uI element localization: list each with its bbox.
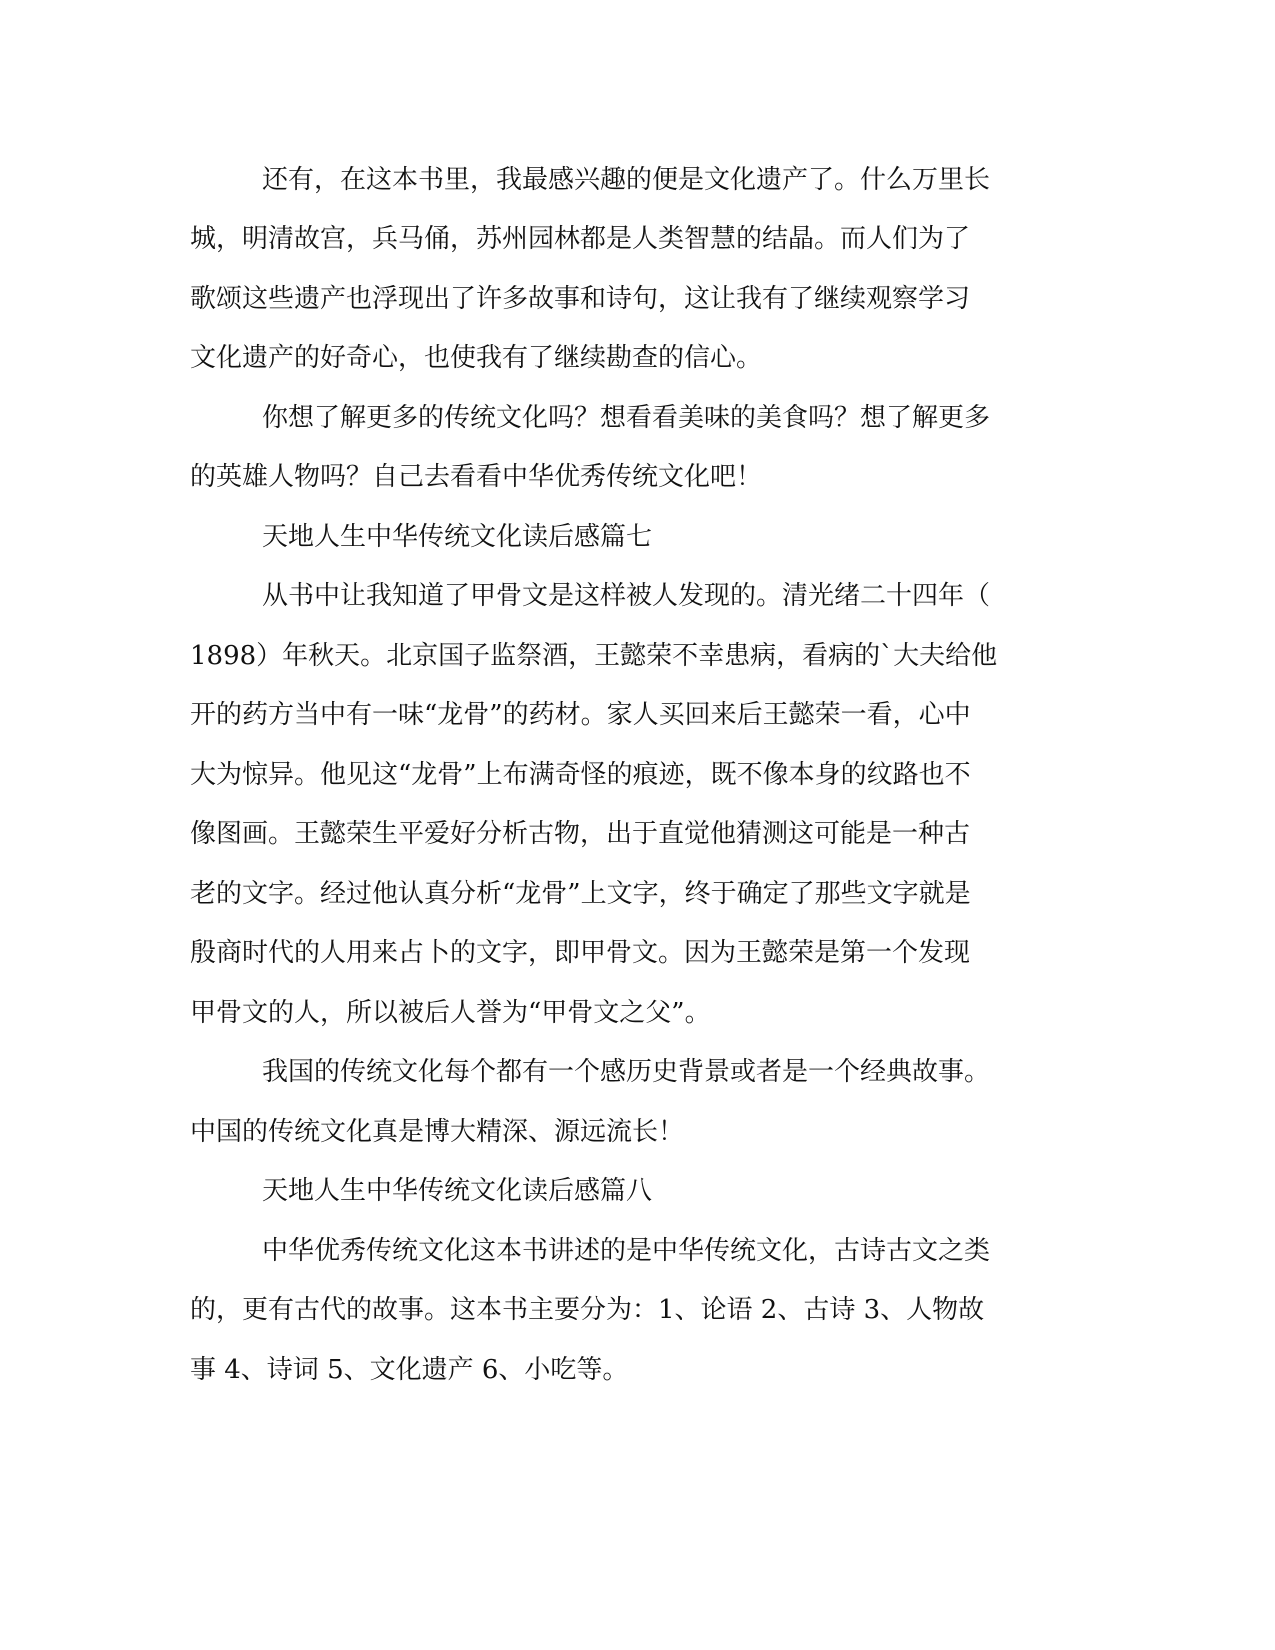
line-text: 开的药方当中有一味“龙骨”的药材。家人买回来后王懿荣一看，心中 (190, 700, 971, 730)
line-text: 中华优秀传统文化这本书讲述的是中华传统文化，古诗古文之类 (262, 1236, 991, 1266)
paragraph-line (0, 219, 1275, 259)
line-text: 事 4、诗词 5、文化遗产 6、小吃等。 (190, 1355, 629, 1385)
paragraph-line (0, 695, 1275, 735)
line-text: 你想了解更多的传统文化吗？想看看美味的美食吗？想了解更多 (262, 403, 991, 433)
section-heading (0, 1171, 1275, 1211)
paragraph-line (0, 814, 1275, 854)
paragraph-line (0, 576, 1275, 616)
line-text: 歌颂这些遗产也浮现出了许多故事和诗句，这让我有了继续观察学习 (190, 284, 971, 314)
paragraph-line (0, 636, 1275, 676)
line-text: 1898）年秋天。北京国子监祭酒，王懿荣不幸患病，看病的`大夫给他 (190, 641, 998, 671)
section-heading (0, 517, 1275, 557)
heading-text: 天地人生中华传统文化读后感篇八 (262, 1176, 653, 1206)
line-text: 文化遗产的好奇心，也使我有了继续勘查的信心。 (190, 343, 763, 373)
line-text: 我国的传统文化每个都有一个感历史背景或者是一个经典故事。 (262, 1057, 991, 1087)
line-text: 老的文字。经过他认真分析“龙骨”上文字，终于确定了那些文字就是 (190, 879, 971, 909)
line-text: 的英雄人物吗？自己去看看中华优秀传统文化吧！ (190, 462, 763, 492)
heading-text: 天地人生中华传统文化读后感篇七 (262, 522, 653, 552)
paragraph-line (0, 755, 1275, 795)
paragraph-line (0, 1052, 1275, 1092)
paragraph-line (0, 398, 1275, 438)
line-text: 大为惊异。他见这“龙骨”上布满奇怪的痕迹，既不像本身的纹路也不 (190, 760, 971, 790)
line-text: 城，明清故宫，兵马俑，苏州园林都是人类智慧的结晶。而人们为了 (190, 224, 971, 254)
line-text: 从书中让我知道了甲骨文是这样被人发现的。清光绪二十四年（ (262, 581, 991, 611)
paragraph-line (0, 993, 1275, 1033)
line-text: 殷商时代的人用来占卜的文字，即甲骨文。因为王懿荣是第一个发现 (190, 938, 971, 968)
line-text: 还有，在这本书里，我最感兴趣的便是文化遗产了。什么万里长 (262, 165, 991, 195)
paragraph-line (0, 874, 1275, 914)
paragraph-line (0, 1112, 1275, 1152)
paragraph-line (0, 457, 1275, 497)
paragraph-line (0, 279, 1275, 319)
paragraph-line (0, 933, 1275, 973)
paragraph-line (0, 1350, 1275, 1390)
line-text: 甲骨文的人，所以被后人誉为“甲骨文之父”。 (190, 998, 711, 1028)
paragraph-line (0, 338, 1275, 378)
line-text: 的，更有古代的故事。这本书主要分为：1、论语 2、古诗 3、人物故 (190, 1295, 985, 1325)
line-text: 中国的传统文化真是博大精深、源远流长！ (190, 1117, 685, 1147)
paragraph-line (0, 160, 1275, 200)
line-text: 像图画。王懿荣生平爱好分析古物，出于直觉他猜测这可能是一种古 (190, 819, 971, 849)
paragraph-line (0, 1231, 1275, 1271)
paragraph-line (0, 1290, 1275, 1330)
